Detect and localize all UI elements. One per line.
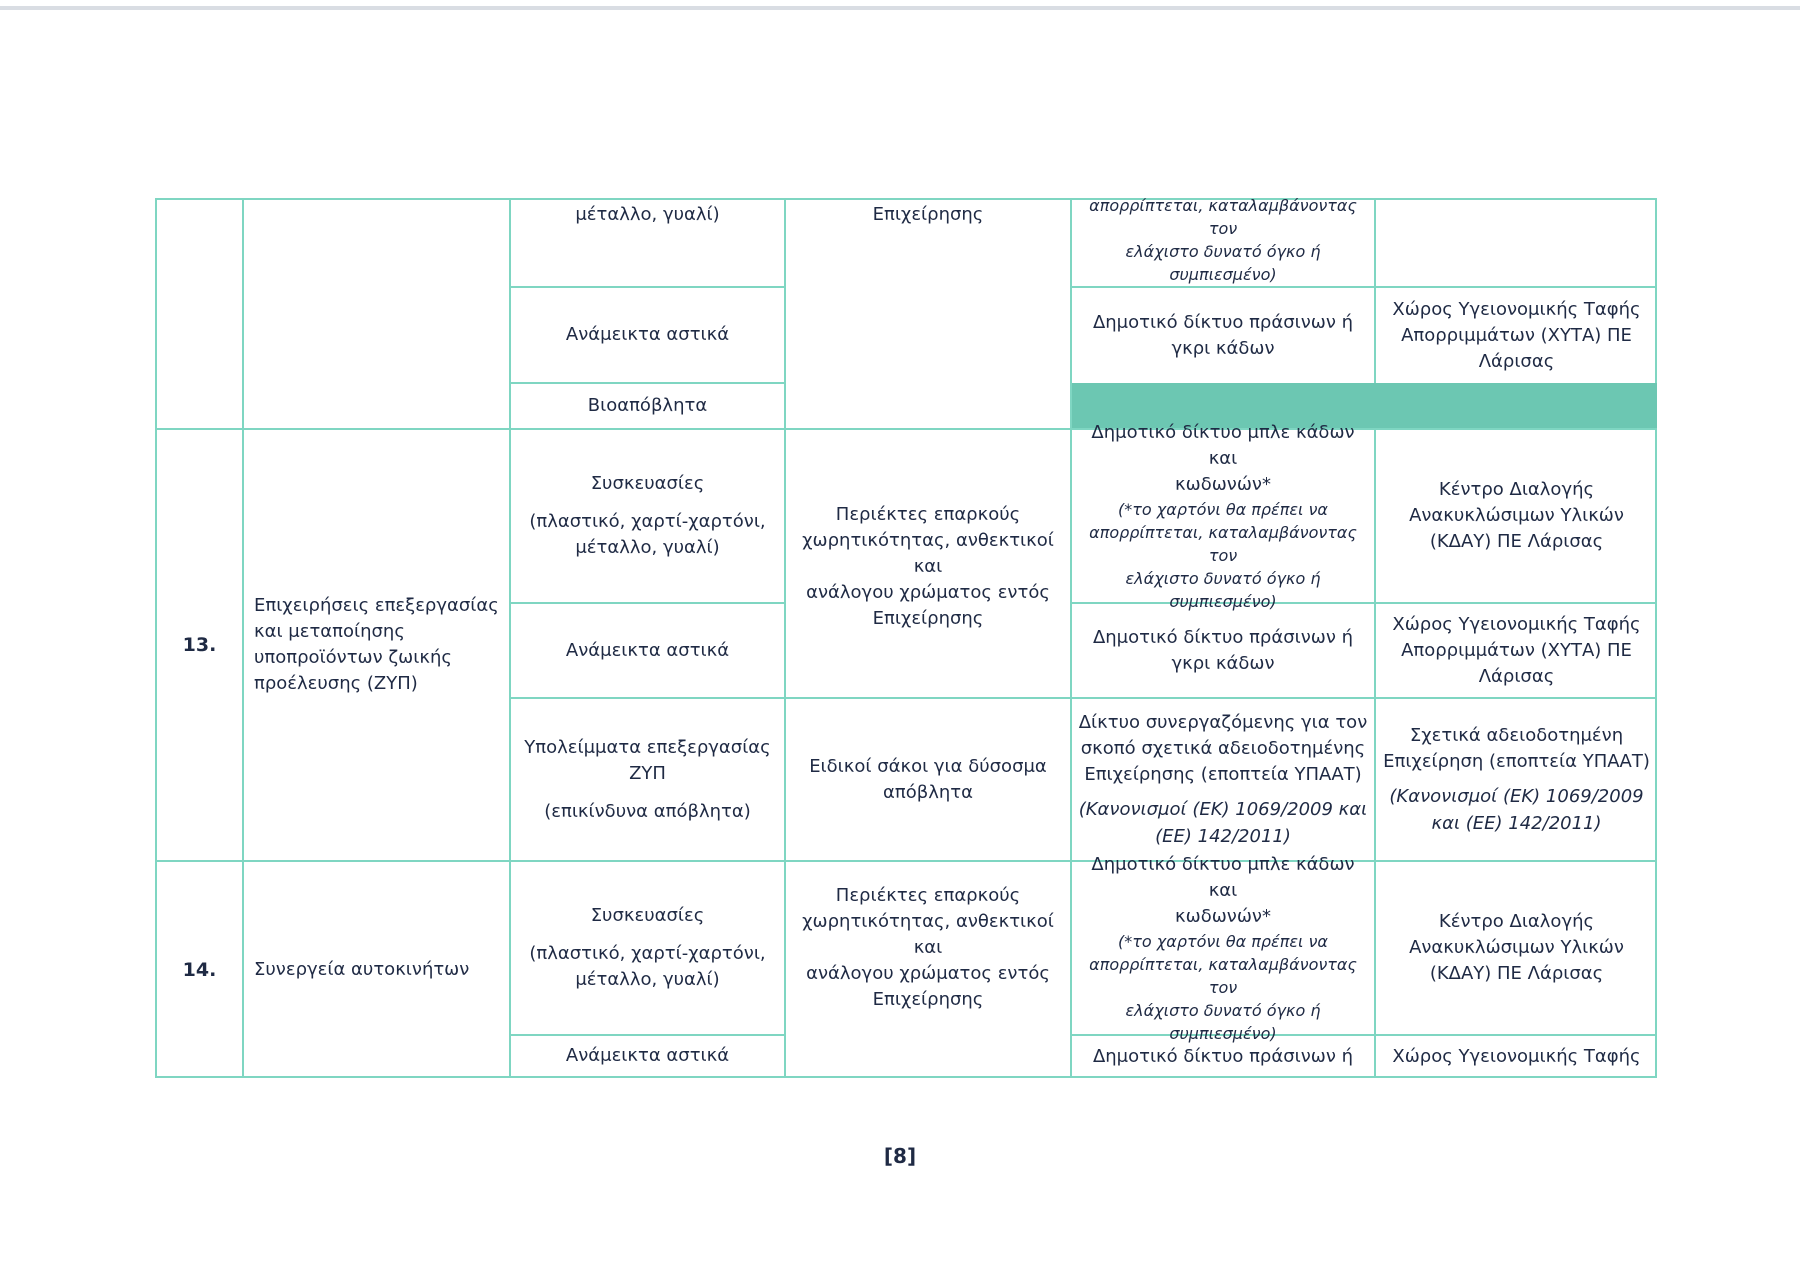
waste-detail: μέταλλο, γυαλί) — [575, 537, 720, 558]
destination-line: (ΚΔΑΥ) ΠΕ Λάρισας — [1429, 963, 1604, 984]
waste-detail: μέταλλο, γυαλί) — [575, 969, 720, 990]
container-line: χωρητικότητας, ανθεκτικοί και — [802, 530, 1054, 577]
row14-container — [786, 862, 1070, 1034]
waste-text: μέταλλο, γυαλί) — [575, 204, 720, 225]
container-line: Ειδικοί σάκοι για δύσοσμα — [809, 755, 1047, 777]
waste-note: (επικίνδυνα απόβλητα) — [544, 800, 751, 822]
waste-title: Συσκευασίες — [590, 473, 705, 494]
row13-waste-packaging — [511, 430, 784, 602]
container-line: Περιέκτες επαρκούς — [835, 504, 1021, 525]
note-line: συμπιεσμένο) — [1169, 265, 1277, 284]
waste-detail: (πλαστικό, χαρτί-χαρτόνι, — [529, 511, 766, 532]
destination-line: Επιχείρηση (εποπτεία ΥΠΑΑΤ) — [1383, 750, 1650, 772]
row13-waste-mixed — [511, 604, 784, 697]
destination-line: Λάρισας — [1478, 665, 1555, 687]
row14-waste-mixed — [511, 1036, 784, 1076]
note-line: συμπιεσμένο) — [1169, 1023, 1277, 1043]
row14-network-blue — [1072, 853, 1374, 1043]
network-line: γκρι κάδων — [1171, 337, 1275, 359]
note-line: ελάχιστο δυνατό όγκο ή — [1125, 1000, 1321, 1020]
cell-top-destination-2 — [1376, 288, 1657, 383]
regulation-note: (Κανονισμοί (ΕΚ) 1069/2009 και — [1078, 798, 1368, 820]
activity-line: και μεταποίησης — [254, 621, 405, 642]
row13-network-blue — [1072, 421, 1374, 611]
note-line: απορρίπτεται, καταλαμβάνοντας τον — [1089, 196, 1357, 238]
cell-top-network-1 — [1072, 196, 1374, 284]
row-number: 14. — [182, 959, 217, 981]
destination-line: Ανακυκλώσιμων Υλικών — [1409, 937, 1624, 958]
page-number: [8] — [883, 1144, 917, 1168]
note-line: απορρίπτεται, καταλαμβάνοντας τον — [1089, 522, 1357, 565]
row13-network-partner — [1072, 699, 1374, 860]
network-line: Δημοτικό δίκτυο πράσινων ή — [1092, 1046, 1354, 1067]
waste-management-table — [155, 198, 1657, 1078]
regulation-note: και (ΕΕ) 142/2011) — [1431, 812, 1602, 834]
note-line: συμπιεσμένο) — [1169, 591, 1277, 611]
destination-line: Απορριμμάτων (ΧΥΤΑ) ΠΕ — [1401, 324, 1632, 346]
network-line: Δημοτικό δίκτυο μπλε κάδων και — [1091, 421, 1355, 469]
network-line: σκοπό σχετικά αδειοδοτημένης — [1080, 737, 1366, 759]
destination-line: Κέντρο Διαλογής — [1438, 479, 1595, 500]
row13-container — [786, 430, 1070, 697]
row14-number — [157, 862, 242, 1078]
regulation-note: (ΕΕ) 142/2011) — [1155, 825, 1291, 847]
container-line: απόβλητα — [883, 781, 973, 803]
cell-top-waste-2 — [511, 288, 784, 382]
row13-waste-residues — [511, 699, 784, 860]
container-line: Επιχείρησης — [872, 989, 984, 1010]
destination-line: Λάρισας — [1478, 350, 1555, 372]
row14-network-green — [1072, 1036, 1374, 1078]
activity-line: Επιχειρήσεις επεξεργασίας — [254, 595, 499, 616]
waste-line: Υπολείμματα επεξεργασίας — [524, 736, 771, 758]
network-line: Δημοτικό δίκτυο μπλε κάδων και — [1091, 853, 1355, 901]
row13-container-bags — [786, 699, 1070, 860]
note-line: (*το χαρτόνι θα πρέπει να — [1118, 931, 1328, 951]
container-text: Επιχείρησης — [872, 204, 984, 225]
network-line: κωδωνών* — [1175, 905, 1271, 927]
regulation-note: (Κανονισμοί (ΕΚ) 1069/2009 — [1389, 785, 1644, 807]
network-line: γκρι κάδων — [1171, 652, 1275, 674]
waste-text: Ανάμεικτα αστικά — [565, 1045, 730, 1066]
network-line: Επιχείρησης (εποπτεία ΥΠΑΑΤ) — [1084, 763, 1362, 785]
waste-text: Ανάμεικτα αστικά — [565, 639, 730, 661]
network-line: Δίκτυο συνεργαζόμενης για τον — [1078, 711, 1368, 733]
cell-top-network-2 — [1072, 288, 1374, 383]
row13-destination-licensed — [1376, 699, 1657, 860]
network-line: Δημοτικό δίκτυο πράσινων ή — [1092, 311, 1354, 333]
container-line: ανάλογου χρώματος εντός — [806, 963, 1050, 984]
row13-activity — [244, 430, 509, 860]
note-line: ελάχιστο δυνατό όγκο ή — [1125, 568, 1321, 588]
waste-text: Βιοαπόβλητα — [587, 395, 708, 416]
waste-line: ΖΥΠ — [629, 762, 666, 784]
row14-activity — [244, 862, 509, 1078]
note-line: απορρίπτεται, καταλαμβάνοντας τον — [1089, 954, 1357, 997]
note-line: (*το χαρτόνι θα πρέπει να — [1118, 499, 1328, 519]
row-number: 13. — [182, 634, 217, 656]
row14-destination-xyta — [1376, 1036, 1657, 1078]
row14-waste-packaging — [511, 862, 784, 1034]
note-line: ελάχιστο δυνατό όγκο ή — [1125, 242, 1321, 261]
row13-destination-xyta — [1376, 604, 1657, 697]
destination-line: Ανακυκλώσιμων Υλικών — [1409, 505, 1624, 526]
destination-line: Απορριμμάτων (ΧΥΤΑ) ΠΕ — [1401, 639, 1632, 661]
row14-destination-kdau — [1376, 862, 1657, 1034]
container-line: χωρητικότητας, ανθεκτικοί και — [802, 911, 1054, 958]
activity-line: προέλευσης (ΖΥΠ) — [254, 673, 418, 694]
destination-line: (ΚΔΑΥ) ΠΕ Λάρισας — [1429, 531, 1604, 552]
scan-top-edge — [0, 6, 1800, 10]
waste-text: Ανάμεικτα αστικά — [565, 324, 730, 345]
destination-line: Χώρος Υγειονομικής Ταφής — [1392, 298, 1641, 320]
col-divider-1-top — [242, 200, 244, 428]
container-line: Περιέκτες επαρκούς — [835, 885, 1021, 906]
network-line: κωδωνών* — [1175, 473, 1271, 495]
cell-top-waste-3 — [511, 384, 784, 428]
network-line: Δημοτικό δίκτυο πράσινων ή — [1092, 626, 1354, 648]
destination-line: Σχετικά αδειοδοτημένη — [1409, 724, 1624, 746]
container-line: ανάλογου χρώματος εντός — [806, 582, 1050, 603]
destination-line: Κέντρο Διαλογής — [1438, 911, 1595, 932]
destination-line: Χώρος Υγειονομικής Ταφής — [1392, 613, 1641, 635]
waste-detail: (πλαστικό, χαρτί-χαρτόνι, — [529, 943, 766, 964]
waste-title: Συσκευασίες — [590, 905, 705, 926]
row13-destination-kdau — [1376, 430, 1657, 602]
container-line: Επιχείρησης — [872, 608, 984, 629]
cell-top-container-1 — [786, 200, 1070, 230]
activity-line: Συνεργεία αυτοκινήτων — [254, 959, 470, 980]
activity-line: υποπροϊόντων ζωικής — [254, 647, 452, 668]
row13-network-green — [1072, 604, 1374, 697]
row13-number — [157, 430, 242, 860]
cell-top-waste-1 — [511, 200, 784, 230]
destination-line: Χώρος Υγειονομικής Ταφής — [1392, 1046, 1641, 1067]
